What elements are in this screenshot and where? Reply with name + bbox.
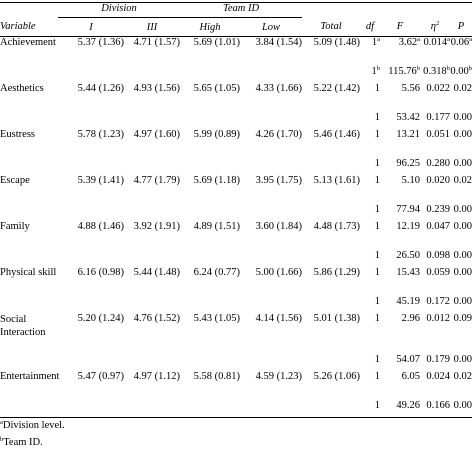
team-high-value: 5.69 (1.18) [193, 175, 240, 186]
division-i-value: 5.78 (1.23) [77, 129, 124, 140]
f-value: 2.96 [401, 313, 421, 324]
total-value: 5.26 (1.06) [313, 371, 361, 382]
p-value: 0.00 [453, 267, 473, 278]
header-f: F [396, 21, 404, 33]
header-group-row [0, 3, 472, 18]
variable-line-1: Social [0, 314, 27, 325]
total-value: 5.09 (1.48) [313, 37, 361, 48]
p-value: 0.02 [453, 83, 473, 94]
f-value: 15.43 [396, 267, 421, 278]
table-body [0, 37, 472, 418]
f-value: 5.10 [401, 175, 421, 186]
eta-value: 0.051 [426, 129, 451, 140]
division-iii-value: 4.93 (1.56) [133, 83, 180, 94]
p-value: 0.00 [453, 157, 473, 169]
f-superscript: a [417, 36, 421, 43]
df-value: 1 [374, 203, 381, 215]
total-value: 5.22 (1.42) [313, 83, 361, 94]
total-value: 5.86 (1.29) [313, 267, 361, 278]
p-value: 0.02 [453, 175, 473, 186]
variable-name: Physical skill [0, 267, 57, 278]
team-high-value: 5.65 (1.05) [193, 83, 240, 94]
p-value [450, 59, 472, 83]
p-value: 0.00 [453, 249, 473, 261]
division-iii-value: 4.97 (1.60) [133, 129, 180, 140]
division-i-value: 5.37 (1.36) [77, 37, 124, 48]
f-value: 13.21 [396, 129, 421, 140]
eta-value: 0.280 [426, 157, 451, 169]
header-eta-squared [420, 18, 450, 37]
total-value: 5.46 (1.46) [313, 129, 361, 140]
eta-value: 0.059 [426, 267, 451, 278]
p-value: 0.00 [453, 203, 473, 215]
p-value: 0.00 [450, 393, 472, 418]
f-value: 5.56 [401, 83, 421, 94]
division-i-value: 5.44 (1.26) [77, 83, 124, 94]
f-value: 12.19 [396, 221, 421, 232]
table-row [0, 59, 472, 83]
footnote-b-text: Team ID. [3, 437, 43, 448]
total-value: 4.48 (1.73) [313, 221, 361, 232]
team-high-value: 5.58 (0.81) [193, 371, 240, 382]
division-iii-value: 4.76 (1.52) [133, 313, 180, 324]
header-total: Total [320, 21, 342, 33]
variable-name: Achievement [0, 37, 56, 48]
df-value: 1 [374, 111, 381, 123]
df-value: 1 [360, 393, 380, 418]
f-superscript: b [416, 64, 421, 72]
table-row [0, 267, 472, 289]
p-value: 0.02 [453, 371, 473, 382]
f-value: 26.50 [396, 249, 421, 261]
df-superscript: a [377, 36, 381, 43]
variable-name: Family [0, 221, 30, 232]
variable-line-2: Interaction [0, 327, 46, 338]
eta-symbol: η [430, 21, 436, 33]
df-value: 1 [374, 175, 381, 186]
table-row [0, 393, 472, 418]
p-value: 0.00 [453, 295, 473, 307]
p-value: 0.00 [453, 353, 473, 365]
team-low-value: 4.26 (1.70) [255, 129, 303, 140]
df-superscript: b [376, 64, 381, 72]
table-row [0, 347, 472, 371]
p-number: 0.00 [450, 65, 469, 77]
eta-value: 0.166 [420, 393, 450, 418]
p-value: 0.00 [453, 111, 473, 123]
table-row [0, 129, 472, 151]
table-row [0, 83, 472, 105]
division-i-value: 4.88 (1.46) [77, 221, 124, 232]
team-low-value: 5.00 (1.66) [255, 267, 303, 278]
f-value: 49.26 [380, 393, 420, 418]
table-row [0, 221, 472, 243]
division-i-value: 5.39 (1.41) [77, 175, 124, 186]
p-value: 0.00 [453, 221, 473, 232]
variable-name: Escape [0, 175, 30, 186]
division-i-value: 5.20 (1.24) [77, 313, 124, 324]
f-value: 54.07 [396, 353, 421, 365]
df-value: 1 [374, 313, 381, 324]
table-row [0, 371, 472, 393]
division-iii-value: 5.44 (1.48) [133, 267, 180, 278]
table-row [0, 151, 472, 175]
footnote-a-mark: a [0, 419, 3, 426]
eta-number: 0.318 [423, 65, 447, 77]
eta-value [420, 59, 450, 83]
total-value: 5.13 (1.61) [313, 175, 361, 186]
f-value [380, 59, 420, 83]
header-column-row [0, 18, 472, 37]
header-team-id: Team ID [180, 3, 302, 18]
division-i-value: 5.47 (0.97) [77, 371, 124, 382]
team-high-value: 5.99 (0.89) [193, 129, 240, 140]
p-value: 0.00 [453, 129, 473, 140]
footnote-b-mark: b [0, 436, 4, 443]
team-low-value: 4.33 (1.66) [255, 83, 303, 94]
eta-value: 0.022 [426, 83, 451, 94]
team-high-value: 4.89 (1.51) [193, 221, 240, 232]
footnote-a [0, 417, 65, 434]
team-high-value: 5.43 (1.05) [193, 313, 240, 324]
f-number: 115.76 [388, 65, 417, 77]
df-value: 1 [374, 353, 381, 365]
eta-value: 0.177 [426, 111, 451, 123]
table-row [0, 105, 472, 129]
division-iii-value: 3.92 (1.91) [133, 221, 180, 232]
df-value: 1 [374, 157, 381, 169]
division-iii-value: 4.77 (1.79) [133, 175, 180, 186]
df-value: 1 [374, 267, 381, 278]
eta-value: 0.239 [426, 203, 451, 215]
eta-value: 0.047 [426, 221, 451, 232]
f-value: 45.19 [396, 295, 421, 307]
variable-name [0, 313, 58, 347]
division-i-value: 6.16 (0.98) [77, 267, 124, 278]
p-number: 0.06 [450, 37, 470, 48]
footnotes [0, 417, 65, 451]
df-value: 1 [374, 129, 381, 140]
eta-value: 0.024 [426, 371, 451, 382]
table-row [0, 197, 472, 221]
footnote-a-text: Division level. [2, 420, 65, 431]
header-division: Division [58, 3, 180, 18]
eta-value-superscript: a [447, 36, 451, 43]
team-low-value: 4.14 (1.56) [255, 313, 303, 324]
team-low-value: 4.59 (1.23) [255, 371, 303, 382]
footnote-b [0, 434, 65, 451]
df-value: 1 [374, 371, 381, 382]
header-df: df [365, 21, 375, 33]
variable-name: Aesthetics [0, 83, 44, 94]
f-value: 96.25 [396, 157, 421, 169]
eta-number: 0.014 [423, 37, 448, 48]
df-value: 1 [374, 249, 381, 261]
table-row [0, 175, 472, 197]
p-value: 0.09 [453, 313, 473, 324]
header-team-low: Low [261, 21, 281, 33]
division-iii-value: 4.97 (1.12) [133, 371, 180, 382]
variable-name: Eustress [0, 129, 35, 140]
f-value: 77.94 [396, 203, 421, 215]
variable-name: Entertainment [0, 371, 60, 382]
table-row [0, 313, 472, 347]
division-iii-value: 4.71 (1.57) [133, 37, 180, 48]
header-variable: Variable [0, 21, 36, 33]
team-low-value: 3.60 (1.84) [255, 221, 303, 232]
p-value [450, 37, 472, 60]
f-number: 3.62 [398, 37, 418, 48]
table-row [0, 289, 472, 313]
team-low-value: 3.84 (1.54) [255, 37, 303, 48]
header-division-iii: III [146, 21, 158, 33]
df-number: 1 [371, 65, 377, 77]
eta-value-superscript: b [446, 64, 451, 72]
table-row [0, 37, 472, 60]
eta-value: 0.098 [426, 249, 451, 261]
team-high-value: 5.69 (1.01) [193, 37, 240, 48]
df-number: 1 [371, 37, 378, 48]
team-low-value: 3.95 (1.75) [255, 175, 303, 186]
df-value [360, 59, 380, 83]
header-p: P [457, 21, 465, 33]
eta-superscript: 2 [436, 20, 440, 28]
header-division-i: I [89, 21, 93, 33]
eta-value: 0.020 [426, 175, 451, 186]
header-team-high: High [199, 21, 221, 33]
eta-value [420, 37, 450, 60]
df-value: 1 [374, 295, 381, 307]
f-value: 53.42 [396, 111, 421, 123]
df-value [360, 37, 380, 60]
eta-value: 0.179 [426, 353, 451, 365]
team-high-value: 6.24 (0.77) [193, 267, 240, 278]
df-value: 1 [374, 83, 381, 94]
f-value: 6.05 [401, 371, 421, 382]
p-superscript: b [468, 64, 473, 72]
total-value: 5.01 (1.38) [313, 313, 361, 324]
p-superscript: a [469, 36, 473, 43]
table-row [0, 243, 472, 267]
df-value: 1 [374, 221, 381, 232]
statistics-table [0, 2, 472, 418]
eta-value: 0.172 [426, 295, 451, 307]
f-value [380, 37, 420, 60]
eta-value: 0.012 [426, 313, 451, 324]
